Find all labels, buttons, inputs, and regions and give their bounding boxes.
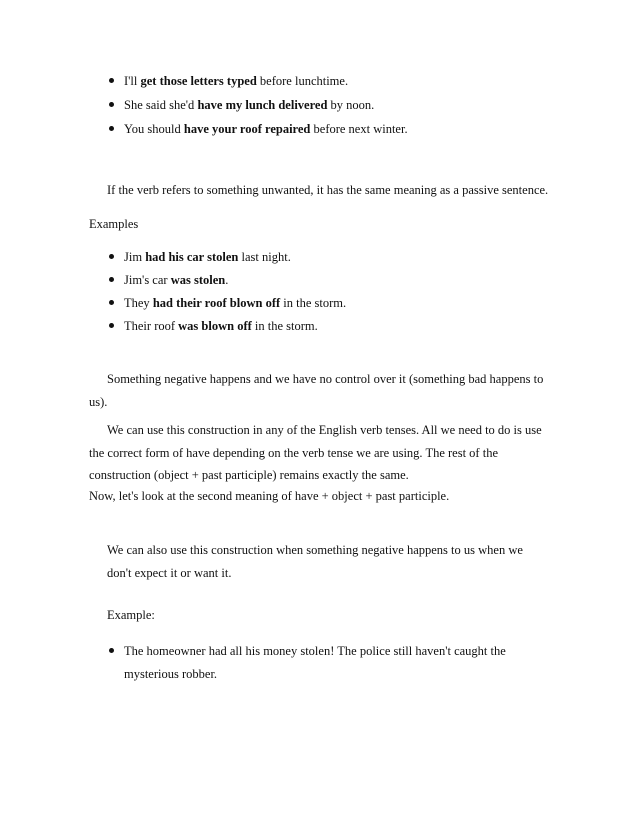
example-label: Example: — [107, 608, 155, 622]
paragraph-also-line-2: don't expect it or want it. — [107, 566, 232, 580]
paragraph-also-line-1: We can also use this construction when something negative happens to us when we — [107, 543, 523, 557]
bullet-icon — [109, 277, 114, 282]
bullet-icon — [109, 648, 114, 653]
paragraph-now: Now, let's look at the second meaning of have + object + past participle. — [89, 489, 450, 503]
bullet-icon — [109, 78, 114, 83]
list-item: She said she'd have my lunch delivered by noon. — [124, 98, 375, 112]
paragraph-tenses-line-1: We can use this construction in any of the English verb tenses. All we need to do is use — [107, 423, 542, 437]
list-item-line-1: The homeowner had all his money stolen! The police still haven't caught the — [124, 644, 506, 658]
list-item: Jim's car was stolen. — [124, 273, 229, 287]
paragraph-negative-line-1: Something negative happens and we have no control over it (something bad happens to — [107, 372, 544, 386]
list-item: Jim had his car stolen last night. — [124, 250, 291, 264]
paragraph-tenses-line-3: construction (object + past participle) remains exactly the same. — [89, 468, 409, 482]
bullet-icon — [109, 323, 114, 328]
bullet-icon — [109, 102, 114, 107]
list-item: They had their roof blown off in the storm. — [124, 296, 347, 310]
examples-label: Examples — [89, 217, 139, 231]
list-item-line-2: mysterious robber. — [124, 667, 218, 681]
list-item: I'll get those letters typed before lunchtime. — [124, 74, 349, 88]
paragraph-unwanted: If the verb refers to something unwanted, it has the same meaning as a passive sentence. — [107, 183, 549, 197]
paragraph-tenses-line-2: the correct form of have depending on the verb tense we are using. The rest of the — [89, 446, 498, 460]
bullet-icon — [109, 300, 114, 305]
list-item: You should have your roof repaired before next winter. — [124, 122, 408, 136]
list-item: Their roof was blown off in the storm. — [124, 319, 318, 333]
paragraph-negative-line-2: us). — [89, 395, 108, 409]
bullet-icon — [109, 254, 114, 259]
bullet-icon — [109, 126, 114, 131]
